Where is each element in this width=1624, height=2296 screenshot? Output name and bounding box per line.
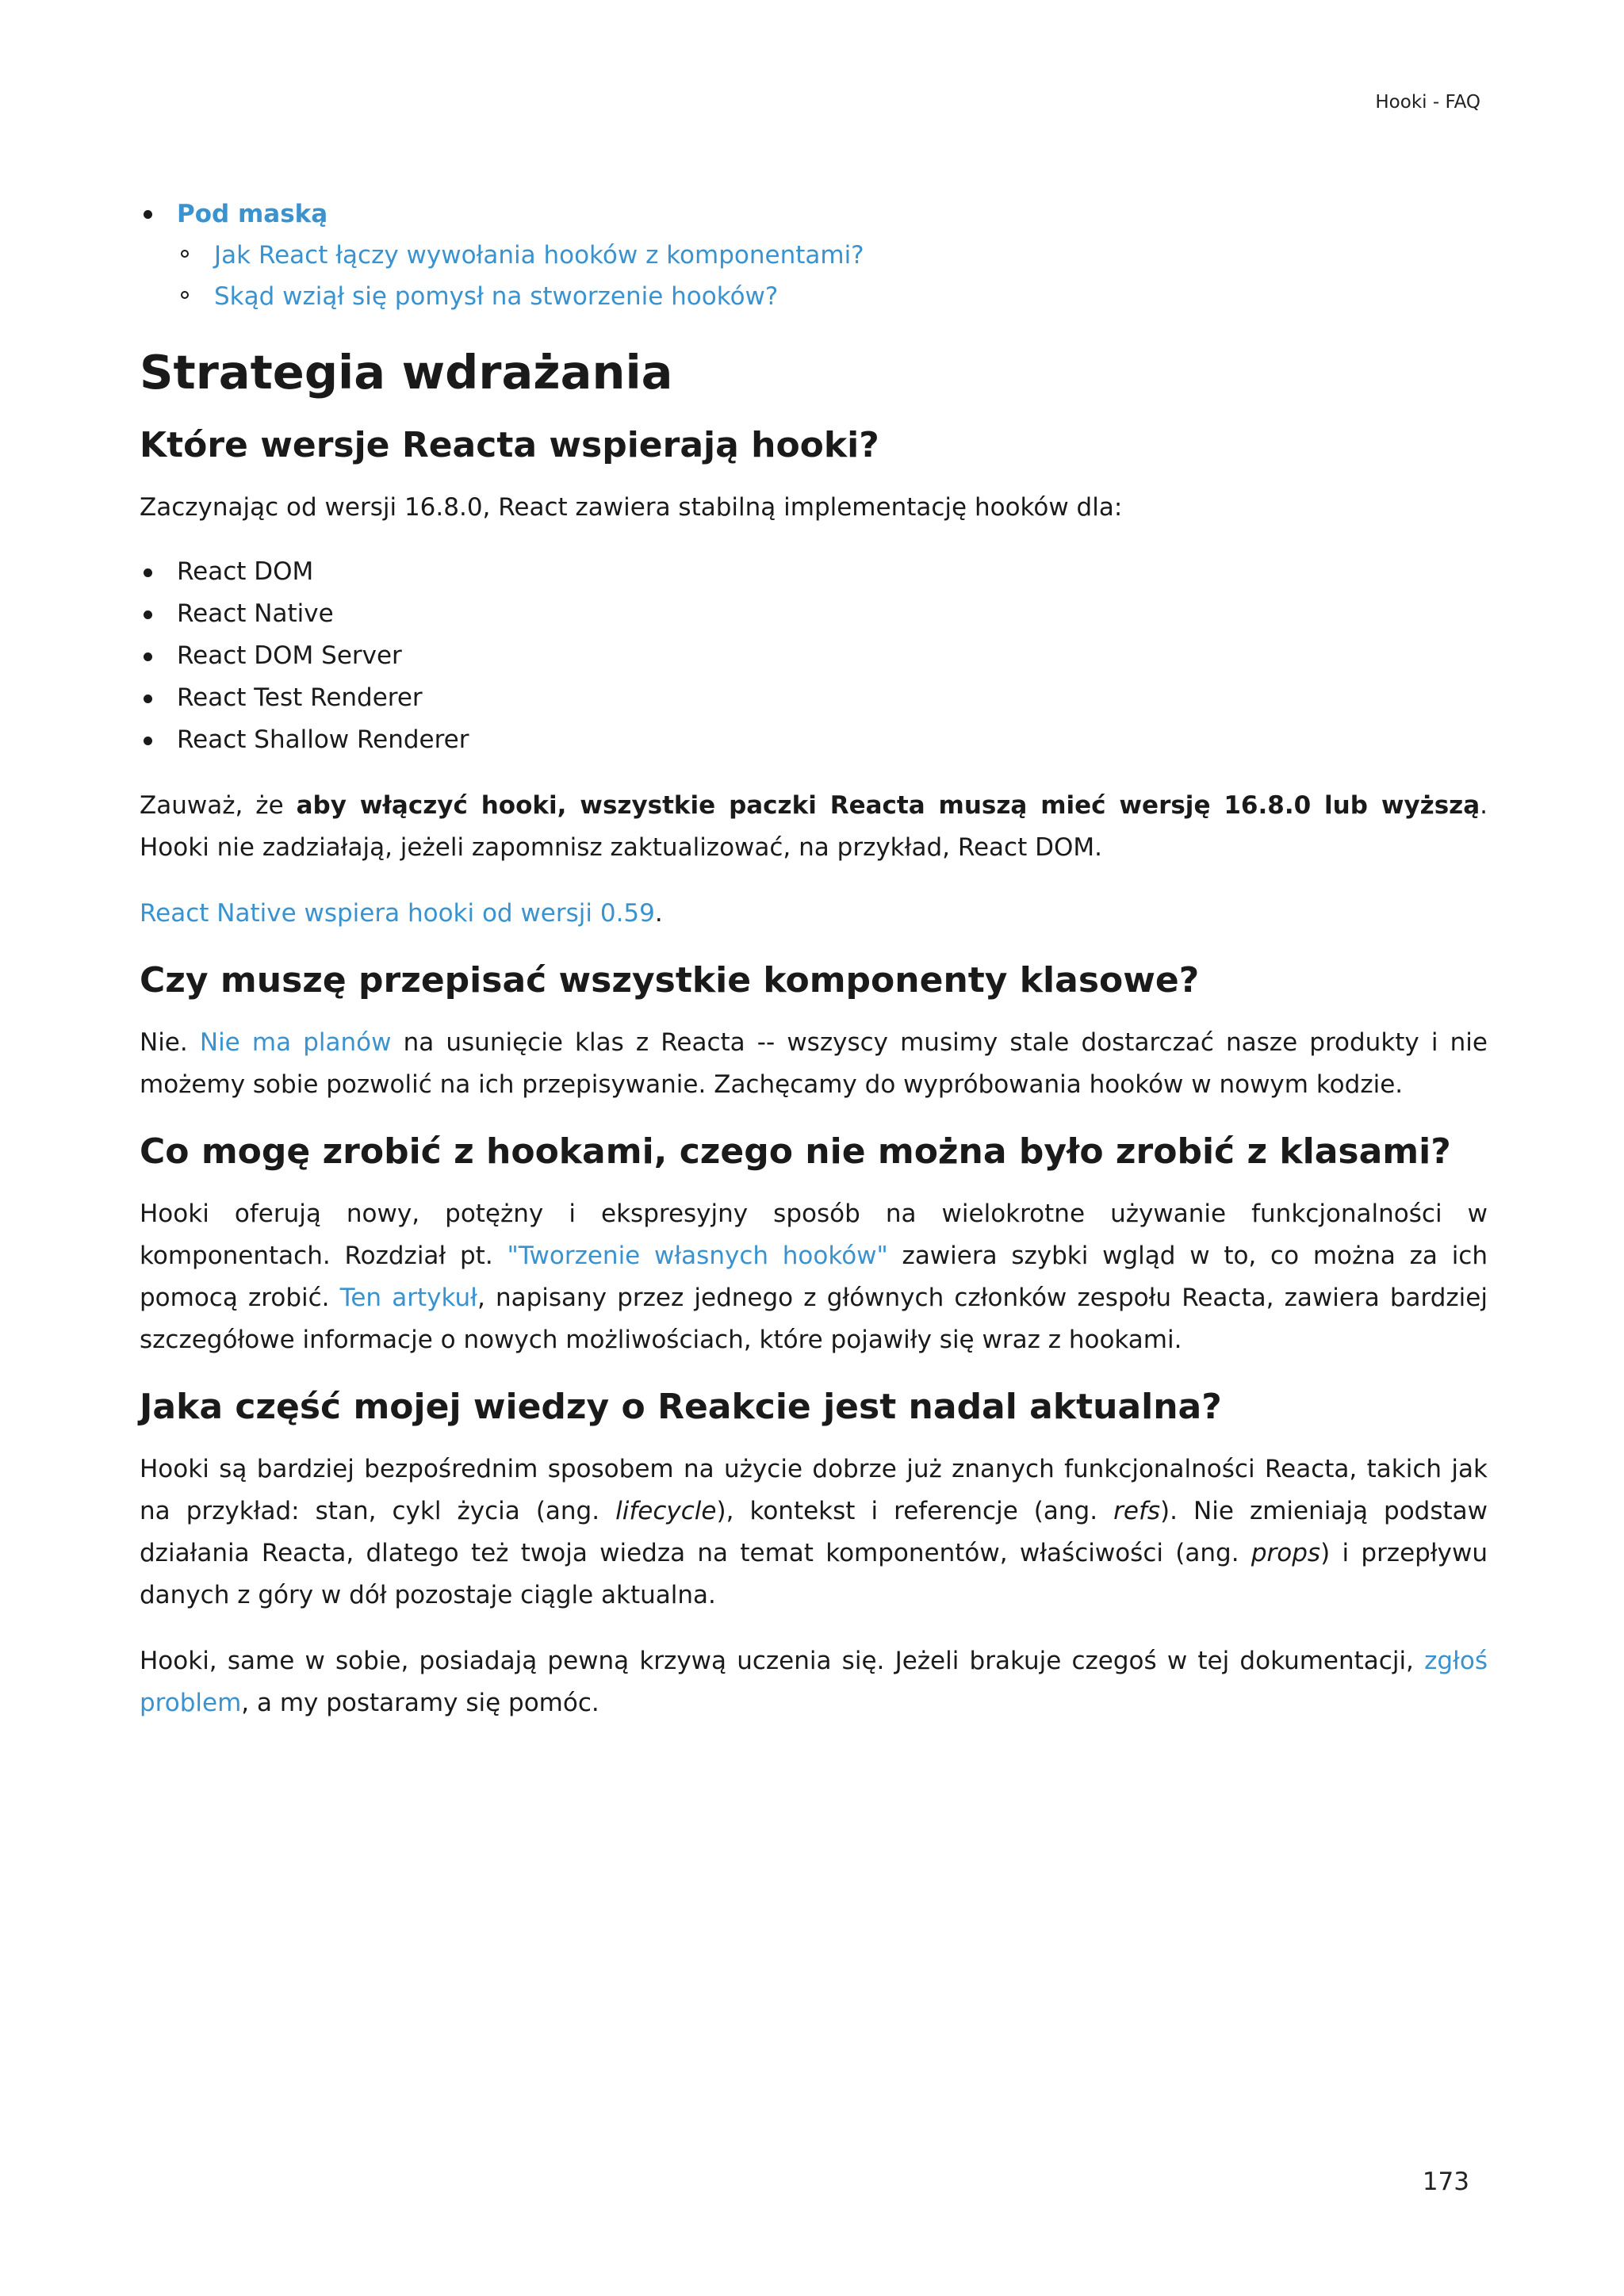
- list-item: React Shallow Renderer: [140, 719, 1488, 761]
- list-item: React DOM Server: [140, 635, 1488, 677]
- q3-heading: Co mogę zrobić z hookami, czego nie można było zrobić z klasami?: [140, 1131, 1451, 1172]
- toc-link-react-laczy[interactable]: Jak React łączy wywołania hooków z komponentami?: [214, 241, 864, 270]
- list-item: React Native: [140, 593, 1488, 635]
- q4-heading: Jaka część mojej wiedzy o Reakcie jest nadal aktualna?: [140, 1387, 1222, 1427]
- q1-note-bold: aby włączyć hooki, wszystkie paczki Reacta muszą mieć wersję 16.8.0 lub wyższą: [296, 791, 1480, 820]
- q4-paragraph-2: Hooki, same w sobie, posiadają pewną krzywą uczenia się. Jeżeli brakuje czegoś w tej dokumentacji, zgłoś problem, a my postaramy się pomóc.: [140, 1647, 1488, 1717]
- q3-paragraph: Hooki oferują nowy, potężny i ekspresyjny sposób na wielokrotne używanie funkcjonalności w komponentach. Rozdział pt. "Tworzenie własnych hooków" zawiera szybki wgląd w to, co można za ich pomocą zrobić. Ten artykuł, napisany przez jednego z głównych członków zespołu Reacta, zawiera bardziej szczegółowe informacje o nowych możliwościach, które pojawiły się wraz z hookami.: [140, 1200, 1488, 1354]
- rn-version-link[interactable]: React Native wspiera hooki od wersji 0.59: [140, 899, 655, 928]
- toc-link-pod-maska[interactable]: Pod maską: [177, 200, 328, 228]
- article-link[interactable]: Ten artykuł: [339, 1284, 477, 1312]
- page-number: 173: [1422, 2168, 1469, 2196]
- q4-paragraph-1: Hooki są bardziej bezpośrednim sposobem na użycie dobrze już znanych funkcjonalności Reacta, takich jak na przykład: stan, cykl życia (ang. lifecycle), kontekst i referencje (ang. refs). Nie zmieniają podstaw działania Reacta, dlatego też twoja wiedza na temat komponentów, właściwości (ang. props) i przepływu danych z góry w dół pozostaje ciągle aktualna.: [140, 1455, 1488, 1609]
- q1-intro: Zaczynając od wersji 16.8.0, React zawiera stabilną implementację hooków dla:: [140, 493, 1123, 522]
- renderer-list: [140, 551, 1488, 761]
- report-issue-link[interactable]: zgłoś problem: [140, 1647, 1488, 1717]
- toc-item-pod-maska: [140, 193, 1488, 317]
- toc-list: [140, 193, 1488, 317]
- toc-link-skad-pomysl[interactable]: Skąd wziął się pomysł na stworzenie hooków?: [214, 282, 779, 311]
- q1-note: Zauważ, że aby włączyć hooki, wszystkie paczki Reacta muszą mieć wersję 16.8.0 lub wyższą. Hooki nie zadziałają, jeżeli zapomnisz zaktualizować, na przykład, React DOM.: [140, 791, 1488, 862]
- section-title: Strategia wdrażania: [140, 345, 673, 400]
- list-item: React Test Renderer: [140, 677, 1488, 719]
- q1-rn-note: React Native wspiera hooki od wersji 0.59.: [140, 899, 663, 928]
- q2-heading: Czy muszę przepisać wszystkie komponenty klasowe?: [140, 960, 1200, 1001]
- q2-paragraph: Nie. Nie ma planów na usunięcie klas z Reacta -- wszyscy musimy stale dostarczać nasze produkty i nie możemy sobie pozwolić na ich przepisywanie. Zachęcamy do wypróbowania hooków w nowym kodzie.: [140, 1028, 1488, 1099]
- q1-heading: Które wersje Reacta wspierają hooki?: [140, 425, 879, 465]
- page-content: [140, 193, 1488, 1724]
- toc-subitem: [177, 276, 1488, 317]
- running-header: Hooki - FAQ: [1375, 92, 1480, 113]
- no-plans-link[interactable]: Nie ma planów: [199, 1028, 392, 1057]
- toc-sublist: [177, 235, 1488, 317]
- list-item: React DOM: [140, 551, 1488, 593]
- toc-subitem: [177, 235, 1488, 276]
- custom-hooks-link[interactable]: "Tworzenie własnych hooków": [507, 1242, 888, 1270]
